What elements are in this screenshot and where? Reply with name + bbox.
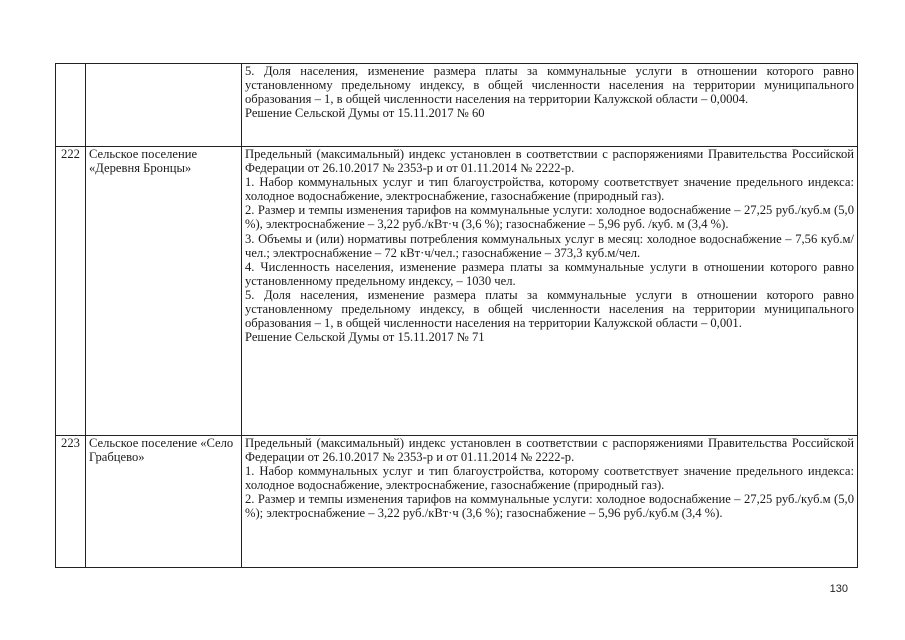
paragraph: 1. Набор коммунальных услуг и тип благоустройства, которому соответствует значение предельного индекса: холодное водоснабжение, электроснабжение, газоснабжение (природный газ).	[245, 464, 854, 493]
row-description	[242, 436, 858, 568]
decision-line: Решение Сельской Думы от 15.11.2017 № 71	[245, 330, 485, 345]
settlement-name: Сельское поселение «Деревня Бронцы»	[86, 147, 242, 436]
settlement-name	[86, 64, 242, 147]
row-description	[242, 147, 858, 436]
row-number: 223	[56, 436, 86, 568]
paragraph: Предельный (максимальный) индекс установлен в соответствии с распоряжениями Правительства Российской Федерации от 26.10.2017 № 2353-р и от 01.11.2014 № 2222-р.	[245, 147, 854, 176]
table-row	[56, 64, 858, 147]
row-number: 222	[56, 147, 86, 436]
row-description	[242, 64, 858, 147]
table-row	[56, 436, 858, 568]
index-table	[55, 63, 858, 568]
paragraph: 2. Размер и темпы изменения тарифов на коммунальные услуги: холодное водоснабжение – 27,25 руб./куб.м (5,0 %), электроснабжение – 3,22 руб./кВт·ч (3,6 %); газоснабжение – 5,96 руб. /куб. м (3,4 %).	[245, 203, 854, 232]
decision-line: Решение Сельской Думы от 15.11.2017 № 60	[245, 106, 485, 121]
paragraph: 1. Набор коммунальных услуг и тип благоустройства, которому соответствует значение предельного индекса: холодное водоснабжение, электроснабжение, газоснабжение (природный газ).	[245, 175, 854, 204]
settlement-name: Сельское поселение «Село Грабцево»	[86, 436, 242, 568]
paragraph: 2. Размер и темпы изменения тарифов на коммунальные услуги: холодное водоснабжение – 27,25 руб./куб.м (5,0 %); электроснабжение – 3,22 руб./кВт·ч (3,6 %); газоснабжение – 5,96 руб./куб.м (3,4 %).	[245, 492, 854, 521]
paragraph: 5. Доля населения, изменение размера платы за коммунальные услуги в отношении которого равно установленному предельному индексу, в общей численности населения на территории муниципального образования – 1, в общей численности населения на территории Калужской области – 0,001.	[245, 287, 854, 331]
table-row	[56, 147, 858, 436]
paragraph: Предельный (максимальный) индекс установлен в соответствии с распоряжениями Правительства Российской Федерации от 26.10.2017 № 2353-р и от 01.11.2014 № 2222-р.	[245, 436, 854, 465]
paragraph: 4. Численность населения, изменение размера платы за коммунальные услуги в отношении которого равно установленному предельному индексу, – 1030 чел.	[245, 259, 854, 288]
page-number: 130	[829, 583, 848, 595]
row-number	[56, 64, 86, 147]
paragraph: 3. Объемы и (или) нормативы потребления коммунальных услуг в месяц: холодное водоснабжение – 7,56 куб.м/чел.; электроснабжение – 72 кВт·ч/чел.; газоснабжение – 373,3 куб.м/чел.	[245, 231, 854, 260]
paragraph: 5. Доля населения, изменение размера платы за коммунальные услуги в отношении которого равно установленному предельному индексу, в общей численности населения на территории муниципального образования – 1, в общей численности населения на территории Калужской области – 0,0004.	[245, 64, 854, 107]
